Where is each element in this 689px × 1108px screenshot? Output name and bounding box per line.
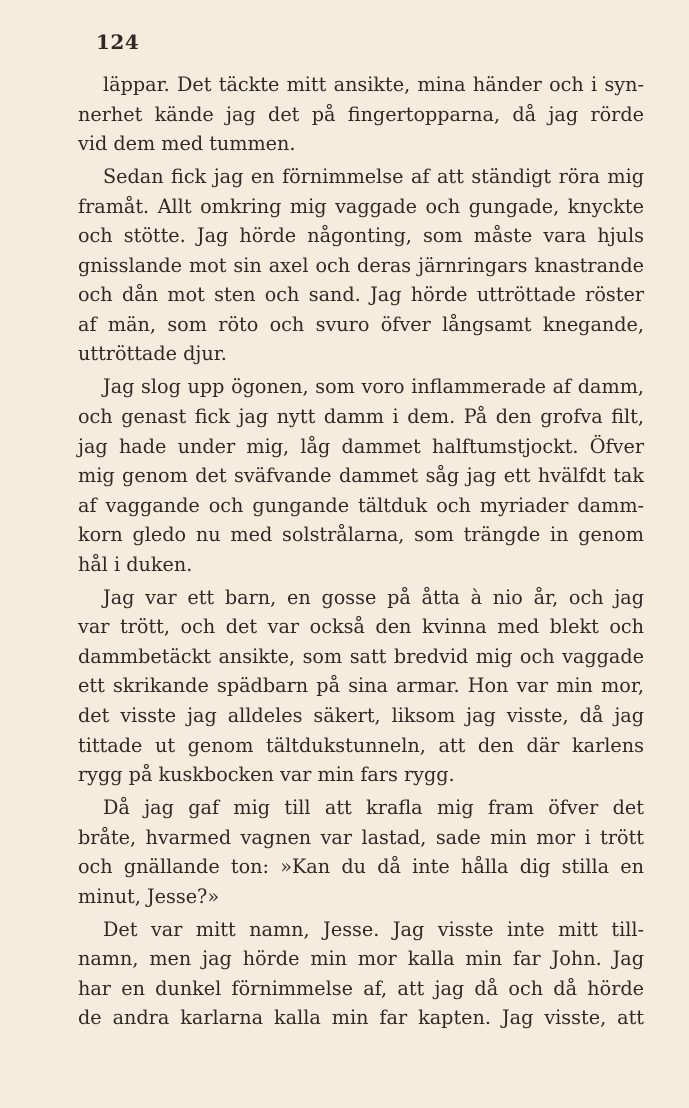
text-line: ett skrikande spädbarn på sina armar. Hon var min mor, bbox=[78, 674, 644, 698]
text-line: jag hade under mig, låg dammet halftumstjockt. Öfver bbox=[78, 434, 644, 458]
body-text bbox=[78, 70, 644, 1033]
text-line: framåt. Allt omkring mig vaggade och gungade, knyckte bbox=[78, 194, 644, 218]
page-number: 124 bbox=[96, 30, 140, 54]
text-line: Sedan fick jag en förnimmelse af att ständigt röra mig bbox=[103, 165, 644, 189]
text-line: hål i duken. bbox=[78, 552, 193, 576]
text-line: rygg på kuskbocken var min fars rygg. bbox=[78, 763, 455, 787]
text-line: Jag var ett barn, en gosse på åtta à nio år, och jag bbox=[103, 585, 644, 609]
text-line: bråte, hvarmed vagnen var lastad, sade min mor i trött bbox=[78, 825, 644, 849]
text-line: var trött, och det var också den kvinna med blekt och bbox=[78, 615, 644, 639]
text-line: läppar. Det täckte mitt ansikte, mina händer och i syn- bbox=[103, 73, 644, 96]
text-line: minut, Jesse?» bbox=[78, 884, 220, 908]
paragraph bbox=[78, 915, 644, 1033]
text-line: tittade ut genom tältdukstunneln, att den där karlens bbox=[78, 733, 644, 757]
text-line: de andra karlarna kalla min far kapten. Jag visste, att bbox=[78, 1006, 644, 1030]
paragraph bbox=[78, 583, 644, 790]
text-line: och dån mot sten och sand. Jag hörde uttröttade röster bbox=[78, 283, 644, 307]
text-line: det visste jag alldeles säkert, liksom jag visste, då jag bbox=[78, 703, 644, 727]
paragraph bbox=[78, 372, 644, 579]
text-line: och stötte. Jag hörde någonting, som måste vara hjuls bbox=[78, 224, 644, 248]
text-line: dammbetäckt ansikte, som satt bredvid mig och vaggade bbox=[78, 644, 644, 668]
text-line: gnisslande mot sin axel och deras järnringars knastrande bbox=[78, 253, 644, 277]
paragraph bbox=[78, 793, 644, 911]
paragraph bbox=[78, 70, 644, 159]
text-line: har en dunkel förnimmelse af, att jag då och då hörde bbox=[78, 976, 644, 1000]
text-line: nerhet kände jag det på fingertopparna, då jag rörde bbox=[78, 102, 644, 126]
text-line: och gnällande ton: »Kan du då inte hålla dig stilla en bbox=[78, 855, 644, 879]
paragraph bbox=[78, 162, 644, 369]
text-line: af vaggande och gungande tältduk och myriader damm- bbox=[78, 493, 644, 517]
text-line: uttröttade djur. bbox=[78, 342, 227, 366]
text-line: af män, som röto och svuro öfver långsamt knegande, bbox=[78, 312, 644, 336]
text-line: mig genom det sväfvande dammet såg jag ett hvälfdt tak bbox=[78, 464, 644, 488]
text-line: namn, men jag hörde min mor kalla min far John. Jag bbox=[78, 947, 644, 971]
text-line: korn gledo nu med solstrålarna, som trängde in genom bbox=[78, 523, 644, 547]
text-line: Det var mitt namn, Jesse. Jag visste inte mitt till- bbox=[103, 917, 644, 941]
text-line: vid dem med tummen. bbox=[78, 132, 296, 156]
text-line: Jag slog upp ögonen, som voro inflammerade af damm, bbox=[103, 375, 644, 399]
text-line: Då jag gaf mig till att krafla mig fram öfver det bbox=[103, 796, 644, 820]
text-line: och genast fick jag nytt damm i dem. På den grofva filt, bbox=[78, 405, 644, 429]
